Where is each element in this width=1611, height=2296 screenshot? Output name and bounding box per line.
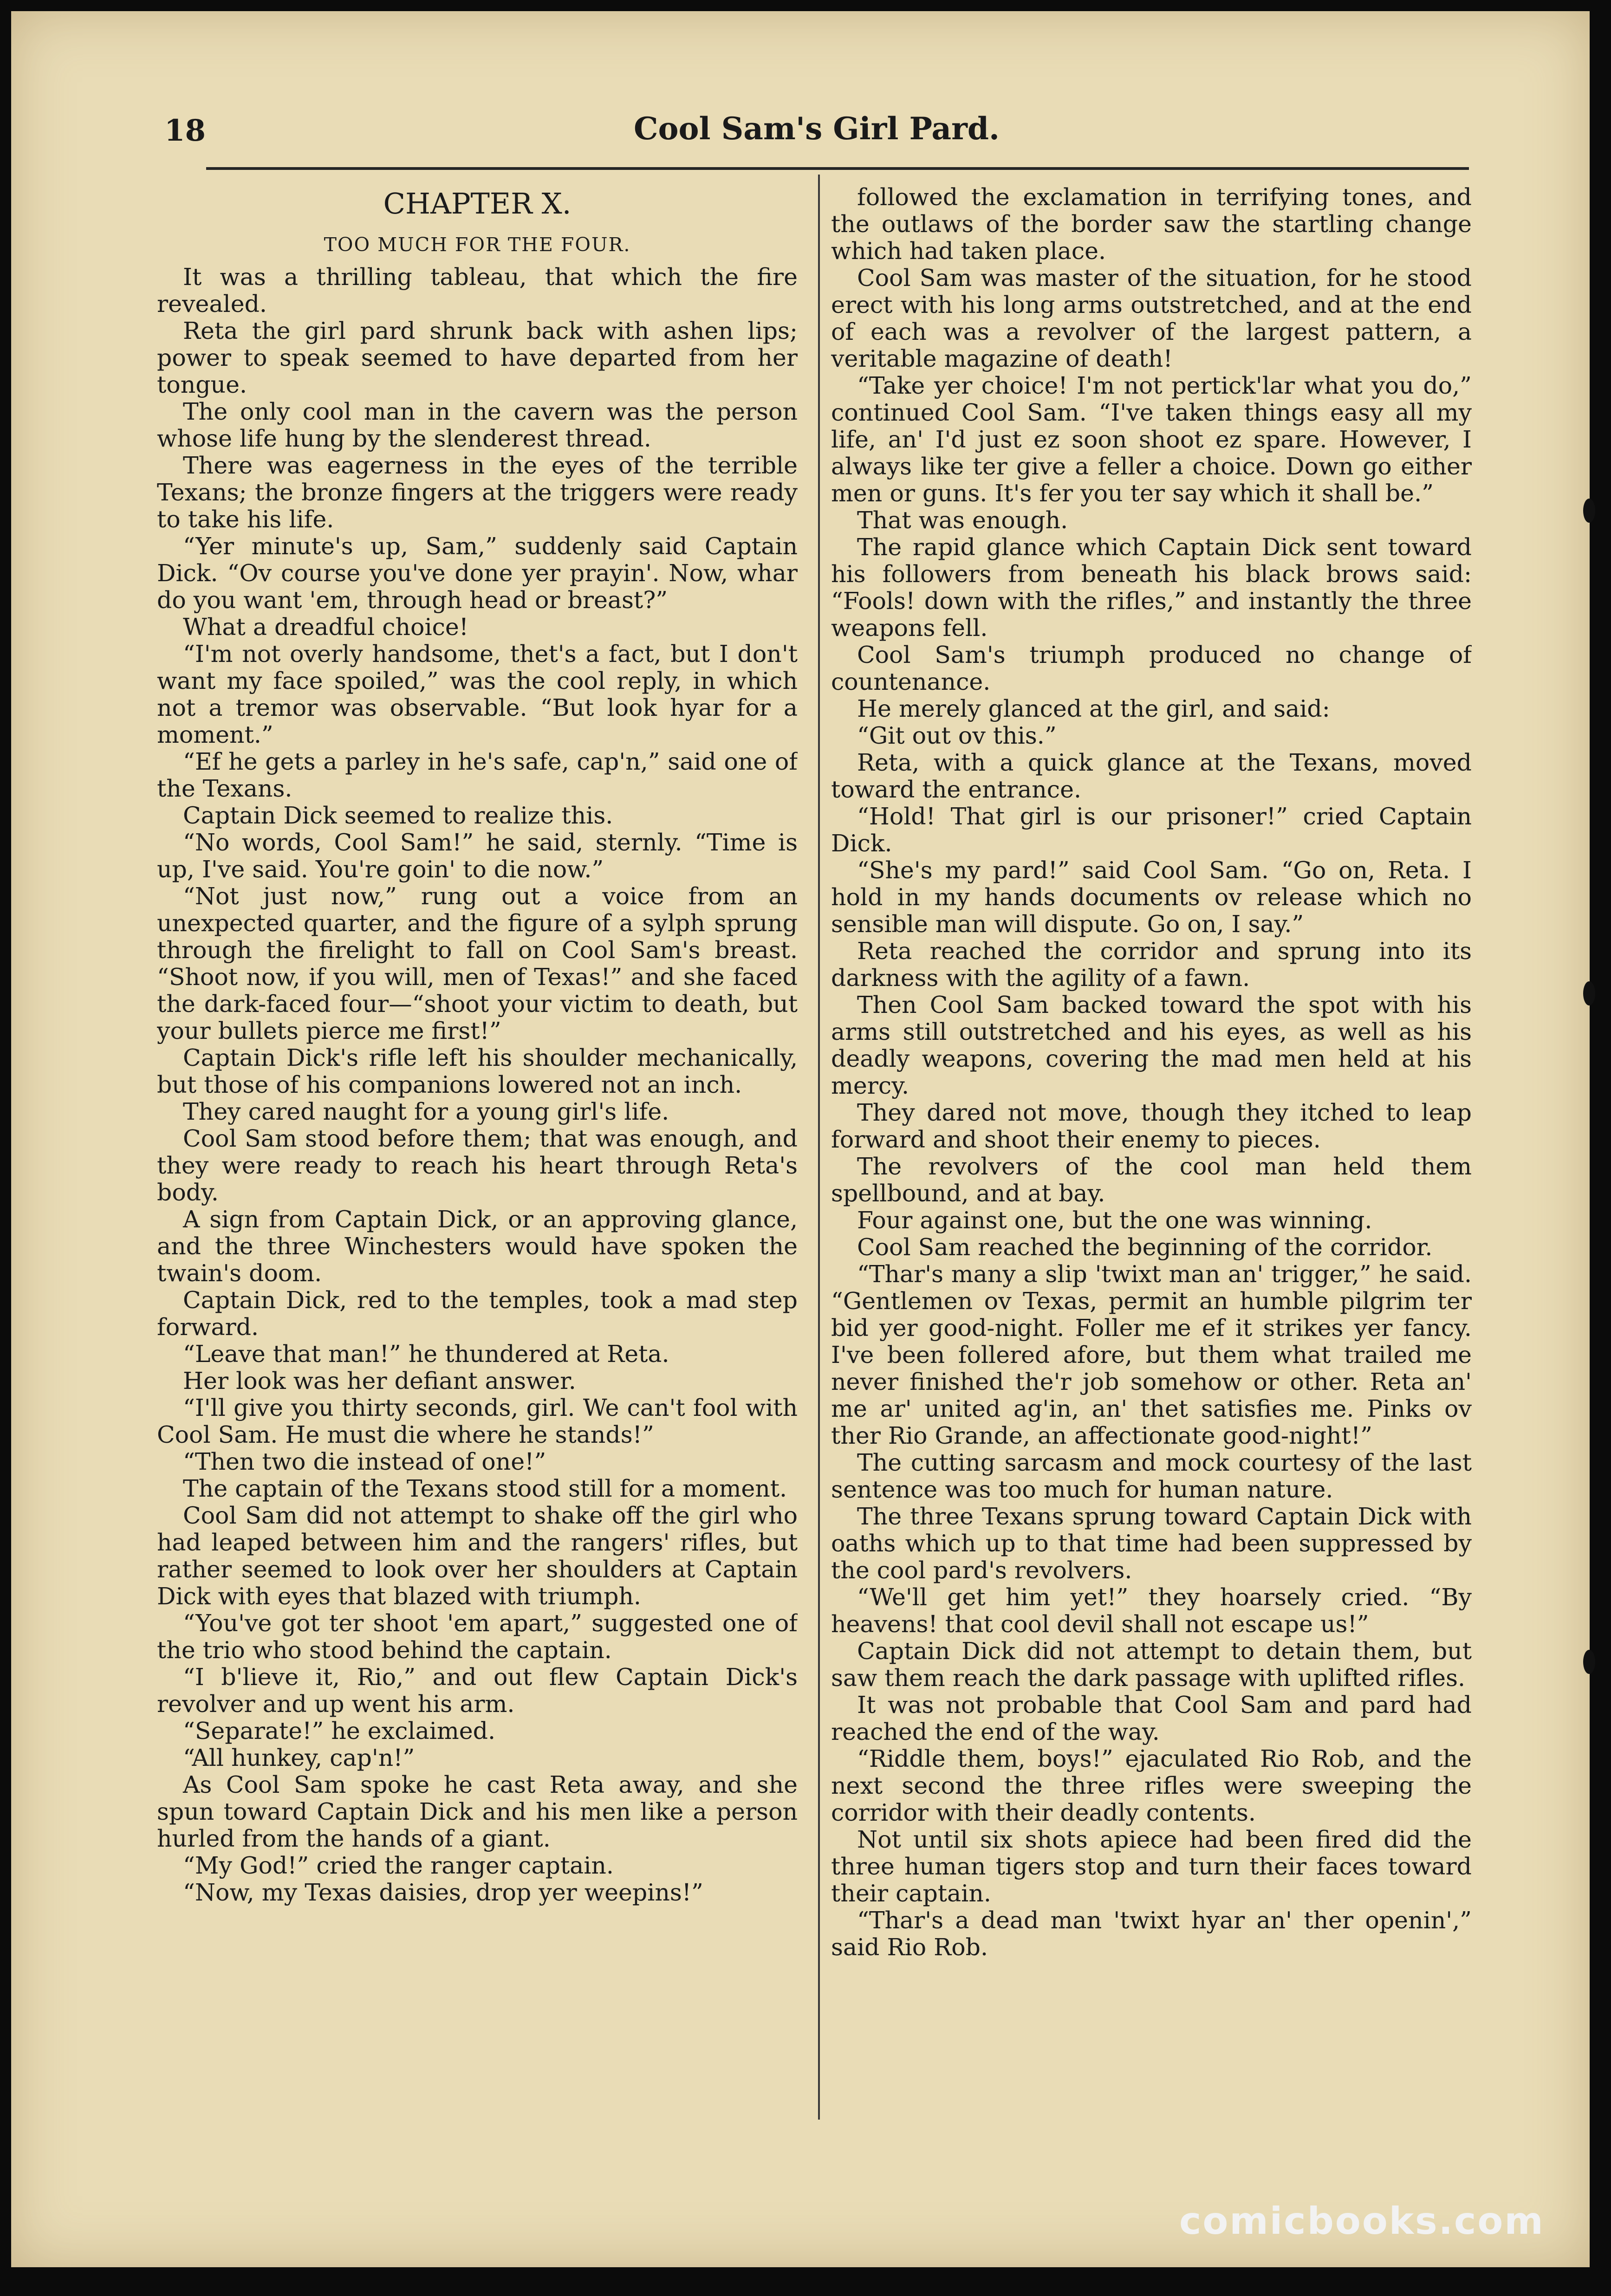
- paragraph: “My God!” cried the ranger captain.: [183, 1852, 614, 1879]
- header-rule: [206, 167, 1469, 170]
- paragraph: “Take yer choice! I'm not pertick'lar what you do,” continued Cool Sam. “I've taken things easy all my life, an' I'd just ez soon shoot ez spare. However, I always like ter give a feller a choice. Down go either men or guns. It's fer you ter say which it shall be.”: [831, 372, 1472, 507]
- paragraph: What a dreadful choice!: [183, 613, 469, 641]
- paragraph: “I'll give you thirty seconds, girl. We can't fool with Cool Sam. He must die where he stands!”: [157, 1394, 798, 1448]
- paragraph: “Leave that man!” he thundered at Reta.: [183, 1340, 669, 1368]
- paragraph: Cool Sam's triumph produced no change of countenance.: [831, 641, 1472, 695]
- page-number: 18: [164, 113, 206, 148]
- paragraph: “Not just now,” rung out a voice from an unexpected quarter, and the figure of a sylph sprung through the firelight to fall on Cool Sam's breast. “Shoot now, if you will, men of Texas!” and she faced the dark-faced four—“shoot your victim to death, but your bullets pierce me first!”: [157, 882, 798, 1044]
- paragraph: Then Cool Sam backed toward the spot with his arms still outstretched and his eyes, as well as his deadly weapons, covering the mad men held at his mercy.: [831, 991, 1472, 1099]
- binding-hole: [1583, 981, 1595, 1005]
- paragraph: The cutting sarcasm and mock courtesy of the last sentence was too much for human nature.: [831, 1449, 1472, 1503]
- paragraph: They dared not move, though they itched to leap forward and shoot their enemy to pieces.: [831, 1099, 1472, 1153]
- paragraph: “I'm not overly handsome, thet's a fact, but I don't want my face spoiled,” was the cool reply, in which not a tremor was observable. “But look hyar for a moment.”: [157, 640, 798, 748]
- left-column: [157, 184, 798, 2124]
- paragraph: followed the exclamation in terrifying tones, and the outlaws of the border saw the startling change which had taken place.: [831, 184, 1472, 265]
- paragraph: “You've got ter shoot 'em apart,” suggested one of the trio who stood behind the captain.: [157, 1609, 798, 1664]
- watermark: comicbooks.com: [1179, 2199, 1545, 2243]
- right-column: [831, 184, 1472, 2124]
- paragraph: “Ef he gets a parley in he's safe, cap'n,” said one of the Texans.: [157, 748, 798, 802]
- paragraph: Captain Dick's rifle left his shoulder mechanically, but those of his companions lowered not an inch.: [157, 1044, 798, 1098]
- paragraph: It was not probable that Cool Sam and pard had reached the end of the way.: [831, 1691, 1472, 1745]
- left-paragraphs: [157, 264, 798, 1906]
- paragraph: There was eagerness in the eyes of the terrible Texans; the bronze fingers at the triggers were ready to take his life.: [157, 452, 798, 533]
- paragraph: Captain Dick, red to the temples, took a mad step forward.: [157, 1286, 798, 1341]
- paragraph: A sign from Captain Dick, or an approving glance, and the three Winchesters would have spoken the twain's doom.: [157, 1206, 798, 1287]
- paragraph: “Yer minute's up, Sam,” suddenly said Captain Dick. “Ov course you've done yer prayin'. Now, whar do you want 'em, through head or breast?”: [157, 532, 798, 614]
- chapter-subtitle: TOO MUCH FOR THE FOUR.: [324, 233, 631, 256]
- paragraph: “Now, my Texas daisies, drop yer weepins!”: [183, 1879, 703, 1906]
- paragraph: The rapid glance which Captain Dick sent toward his followers from beneath his black brows said: “Fools! down with the rifles,” and instantly the three weapons fell.: [831, 533, 1472, 642]
- paragraph: Reta the girl pard shrunk back with ashen lips; power to speak seemed to have departed from her tongue.: [157, 317, 798, 398]
- paragraph: “Hold! That girl is our prisoner!” cried Captain Dick.: [831, 803, 1472, 857]
- paragraph: “Thar's many a slip 'twixt man an' trigger,” he said. “Gentlemen ov Texas, permit an humble pilgrim ter bid yer good-night. Foller me ef it strikes yer fancy. I've been follered afore, but them what trailed me never finished the'r job somehow or other. Reta an' me ar' united ag'in, an' thet satisfies me. Pinks ov ther Rio Grande, an affectionate good-night!”: [831, 1260, 1472, 1449]
- paragraph: “No words, Cool Sam!” he said, sternly. “Time is up, I've said. You're goin' to die now.”: [157, 829, 798, 883]
- paragraph: Her look was her defiant answer.: [183, 1367, 576, 1394]
- paragraph: “We'll get him yet!” they hoarsely cried. “By heavens! that cool devil shall not escape us!”: [831, 1583, 1472, 1638]
- paragraph: “Thar's a dead man 'twixt hyar an' ther openin',” said Rio Rob.: [831, 1907, 1472, 1961]
- paragraph: “Then two die instead of one!”: [183, 1448, 546, 1475]
- paragraph: As Cool Sam spoke he cast Reta away, and she spun toward Captain Dick and his men like a person hurled from the hands of a giant.: [157, 1771, 798, 1852]
- paragraph: Four against one, but the one was winning.: [857, 1206, 1372, 1234]
- column-divider: [818, 175, 820, 2120]
- paragraph: Reta, with a quick glance at the Texans, moved toward the entrance.: [831, 749, 1472, 803]
- paragraph: Cool Sam was master of the situation, for he stood erect with his long arms outstretched, and at the end of each was a revolver of the largest pattern, a veritable magazine of death!: [831, 264, 1472, 372]
- paragraph: “All hunkey, cap'n!”: [183, 1744, 415, 1771]
- paragraph: Cool Sam stood before them; that was enough, and they were ready to reach his heart through Reta's body.: [157, 1125, 798, 1206]
- book-page: [11, 11, 1590, 2267]
- paragraph: Cool Sam did not attempt to shake off the girl who had leaped between him and the rangers' rifles, but rather seemed to look over her shoulders at Captain Dick with eyes that blazed with triumph.: [157, 1502, 798, 1610]
- binding-hole: [1583, 1650, 1595, 1674]
- binding-hole: [1583, 499, 1595, 523]
- paragraph: The three Texans sprung toward Captain Dick with oaths which up to that time had been suppressed by the cool pard's revolvers.: [831, 1503, 1472, 1584]
- paragraph: Cool Sam reached the beginning of the corridor.: [857, 1233, 1433, 1261]
- paragraph: The only cool man in the cavern was the person whose life hung by the slenderest thread.: [157, 398, 798, 452]
- paragraph: The captain of the Texans stood still for a moment.: [183, 1475, 787, 1502]
- paragraph: “Git out ov this.”: [857, 722, 1057, 749]
- paragraph: “Riddle them, boys!” ejaculated Rio Rob, and the next second the three rifles were sweeping the corridor with their deadly contents.: [831, 1745, 1472, 1826]
- paragraph: “Separate!” he exclaimed.: [183, 1717, 495, 1745]
- paragraph: “I b'lieve it, Rio,” and out flew Captain Dick's revolver and up went his arm.: [157, 1663, 798, 1718]
- paragraph: That was enough.: [857, 506, 1068, 534]
- chapter-heading: CHAPTER X.: [383, 187, 572, 221]
- paragraph: He merely glanced at the girl, and said:: [857, 695, 1330, 722]
- page-header: [164, 104, 1469, 174]
- paragraph: The revolvers of the cool man held them spellbound, and at bay.: [831, 1153, 1472, 1207]
- paragraph: It was a thrilling tableau, that which the fire revealed.: [157, 263, 798, 318]
- paragraph: Captain Dick did not attempt to detain them, but saw them reach the dark passage with uplifted rifles.: [831, 1637, 1472, 1692]
- running-title: Cool Sam's Girl Pard.: [633, 110, 1000, 147]
- paragraph: They cared naught for a young girl's life.: [183, 1098, 669, 1125]
- paragraph: Not until six shots apiece had been fired did the three human tigers stop and turn their faces toward their captain.: [831, 1826, 1472, 1907]
- paragraph: Reta reached the corridor and sprung into its darkness with the agility of a fawn.: [831, 937, 1472, 992]
- paragraph: “She's my pard!” said Cool Sam. “Go on, Reta. I hold in my hands documents ov release which no sensible man will dispute. Go on, I say.”: [831, 856, 1472, 938]
- right-paragraphs: [831, 184, 1472, 1961]
- paragraph: Captain Dick seemed to realize this.: [183, 802, 613, 829]
